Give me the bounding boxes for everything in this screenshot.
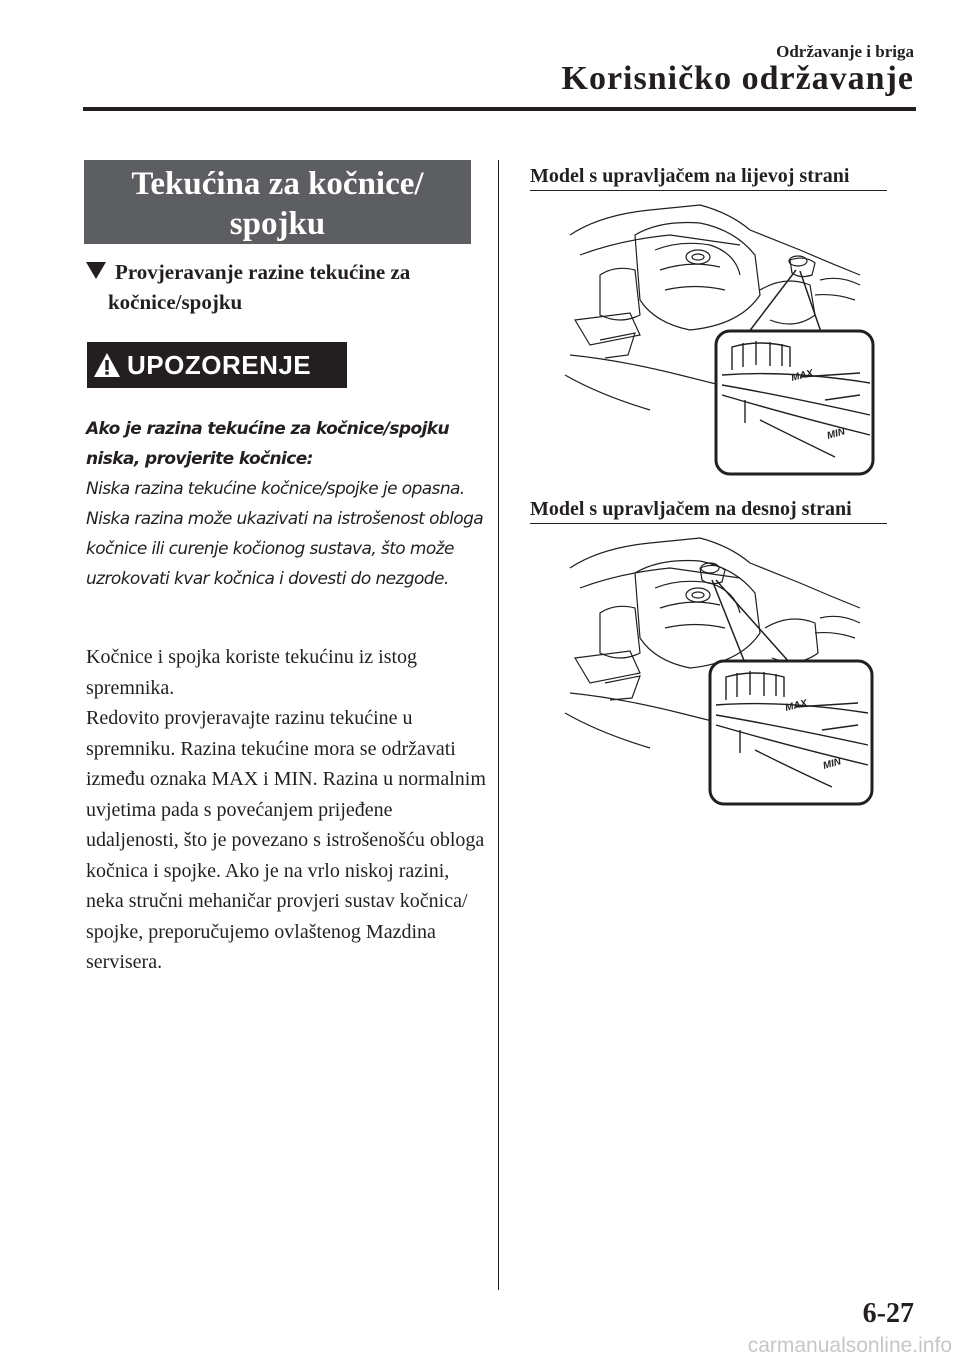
figure-caption-lhd: Model s upravljačem na lijevoj strani	[530, 165, 887, 191]
min-mark-rhd: MIN	[821, 756, 843, 772]
warning-triangle-icon	[87, 342, 127, 388]
max-mark-lhd: MAX	[790, 367, 815, 384]
body-text	[86, 642, 486, 978]
section-title-box	[84, 160, 471, 244]
column-divider	[498, 160, 499, 1290]
body-paragraph-2: Redovito provjeravajte razinu tekućine u spremniku. Razina tekućine mora se održavati između oznaka MAX i MIN. Razina u normalnim uvjetima pada s povećanjem prijeđene udaljenosti, što je povezano s istrošenošću obloga kočnica i spojke. Ako je na vrlo niskoj razini, neka stručni mehaničar provjeri sustav kočnica/ spojke, preporučujemo ovlaštenog Mazdina servisera.	[86, 707, 486, 973]
triangle-bullet-icon	[86, 262, 106, 279]
page-header-title: Korisničko održavanje	[561, 60, 914, 97]
page-number: 6-27	[862, 1298, 914, 1329]
warning-text-1: Niska razina tekućine kočnice/spojke je opasna.	[86, 479, 465, 499]
warning-text-2: Niska razina može ukazivati na istrošenost obloga kočnice ili curenje kočionog sustava, što može uzrokovati kvar kočnica i dovesti do nezgode.	[86, 509, 484, 589]
header-rule	[83, 107, 916, 111]
subsection-heading-line2: kočnice/spojku	[108, 290, 243, 314]
warning-label: UPOZORENJE	[127, 349, 312, 380]
chapter-label: Održavanje i briga	[776, 42, 914, 61]
engine-bay-illustration-lhd	[560, 195, 880, 480]
figure-caption-rhd: Model s upravljačem na desnoj strani	[530, 498, 887, 524]
max-mark-rhd: MAX	[784, 697, 809, 714]
min-mark-lhd: MIN	[825, 426, 847, 442]
subsection-heading-line1: Provjeravanje razine tekućine za	[115, 260, 411, 284]
section-title-line2: spojku	[229, 206, 326, 242]
section-title-line1: Tekućina za kočnice/	[131, 166, 424, 202]
watermark: carmanualsonline.info	[747, 1334, 952, 1357]
warning-badge	[87, 342, 347, 388]
warning-text	[86, 414, 486, 594]
subsection-heading	[86, 257, 486, 317]
engine-bay-illustration-rhd	[560, 528, 880, 813]
warning-bold-text: Ako je razina tekućine za kočnice/spojku niska, provjerite kočnice:	[86, 419, 450, 469]
body-paragraph-1: Kočnice i spojka koriste tekućinu iz istog spremnika.	[86, 646, 418, 699]
